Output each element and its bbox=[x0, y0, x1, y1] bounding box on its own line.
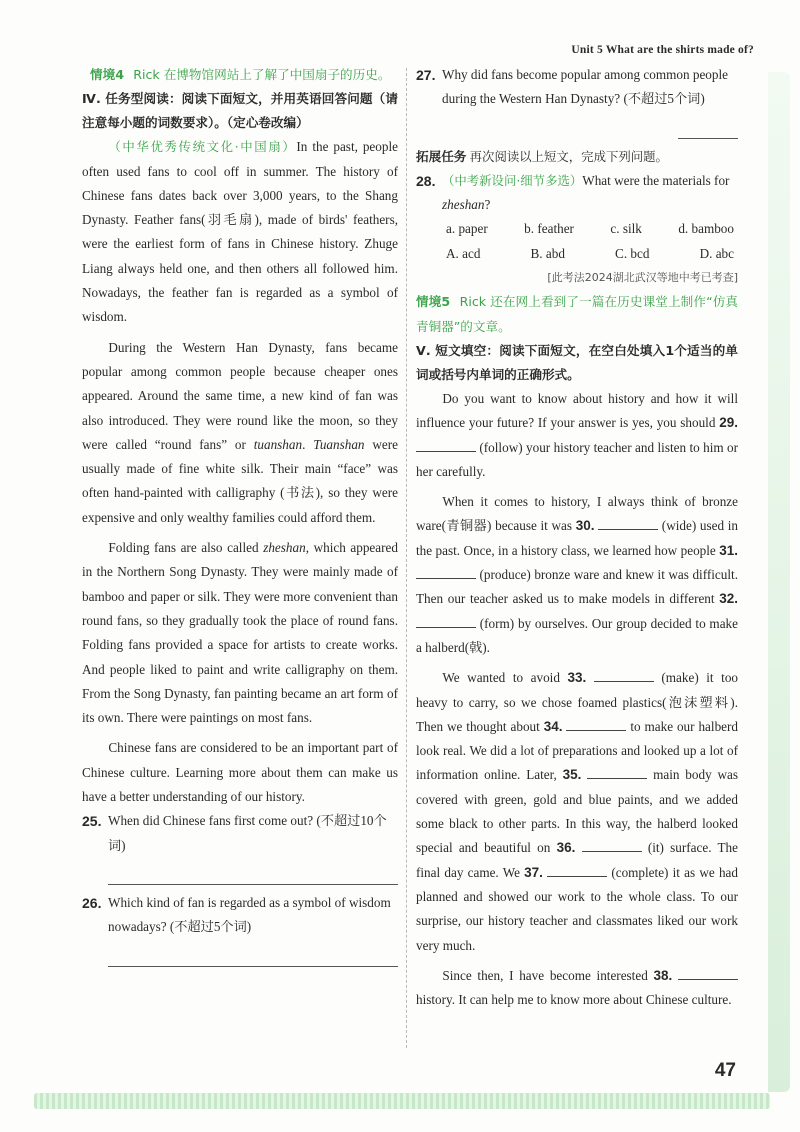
choice-B[interactable]: B. abd bbox=[530, 245, 565, 261]
passage-paragraph-2 bbox=[82, 336, 398, 530]
p2-tuanshan-2: Tuanshan bbox=[313, 436, 365, 452]
p2-c: were usually made of fine white silk. Their main “face” was often hand-painted with calligraphy (书法), so they were expensive and only wealthy families could afford them. bbox=[82, 436, 398, 525]
scene5-label: 情境5 bbox=[416, 294, 451, 310]
f1-a: Do you want to know about history and how it will influence your future? If your answer is yes, you should bbox=[416, 390, 738, 431]
f3-a: We wanted to avoid bbox=[442, 670, 568, 686]
q26-number: 26. bbox=[82, 894, 102, 911]
passage-paragraph-3 bbox=[82, 536, 398, 730]
f2-b: (wide) used in the past. Once, in a history class, we learned how people bbox=[416, 518, 738, 558]
footer-decoration-band bbox=[34, 1093, 770, 1109]
extension-text: 再次阅读以上短文，完成下列问题。 bbox=[469, 148, 668, 164]
page-edge-decoration bbox=[768, 72, 790, 1092]
q28-options-row-2 bbox=[416, 242, 738, 266]
blank-37[interactable] bbox=[547, 864, 607, 877]
blank-33[interactable] bbox=[594, 669, 654, 682]
option-b[interactable]: b. feather bbox=[524, 221, 574, 237]
q27-text: Why did fans become popular among common people during the Western Han Dynasty? (不超过5个词) bbox=[442, 67, 729, 107]
q28-text bbox=[442, 169, 738, 218]
blank-36-number: 36. bbox=[556, 840, 576, 856]
blank-38[interactable] bbox=[678, 967, 738, 980]
blank-30[interactable] bbox=[598, 517, 658, 530]
option-d[interactable]: d. bamboo bbox=[678, 221, 734, 237]
p1-text: In the past, people often used fans to cool off in summer. The history of Chinese fans dates back over 3,000 years, to the Shang Dynasty. Feather fans(羽毛扇), made of birds' feathers, were the earliest form of fans in Chinese history. Zhuge Liang always held one, and then others all followed him. Nowadays, the feather fan is regarded as a symbol of wisdom. bbox=[82, 139, 398, 325]
p2-b: . bbox=[302, 436, 314, 452]
extension-label: 拓展任务 bbox=[416, 148, 467, 164]
blank-34-number: 34. bbox=[543, 718, 563, 734]
page-number: 47 bbox=[714, 1060, 736, 1081]
choice-C[interactable]: C. bcd bbox=[615, 245, 650, 261]
f2-a: When it comes to history, I always think of bronze ware(青铜器) because it was bbox=[416, 494, 738, 534]
blank-29[interactable] bbox=[416, 439, 476, 452]
section5-title: Ⅴ. 短文填空：阅读下面短文，在空白处填入1个适当的单词或括号内单词的正确形式。 bbox=[416, 342, 738, 382]
left-column bbox=[82, 63, 398, 973]
q28-zheshan: zheshan bbox=[442, 197, 485, 213]
q28-a: What were the materials for bbox=[582, 172, 730, 188]
blank-34[interactable] bbox=[566, 718, 626, 731]
question-27 bbox=[416, 63, 738, 112]
f3-b: (make) it too heavy to carry, so we chose foamed plastics(泡沫塑料). Then we thought about bbox=[416, 670, 739, 734]
scene4 bbox=[82, 63, 398, 87]
q25-number: 25. bbox=[82, 813, 102, 830]
p3-zheshan: zheshan bbox=[263, 540, 306, 556]
cloze-paragraph-4 bbox=[416, 964, 738, 1013]
blank-32[interactable] bbox=[416, 615, 476, 628]
blank-33-number: 33. bbox=[567, 670, 587, 686]
blank-29-number: 29. bbox=[719, 415, 738, 431]
blank-37-number: 37. bbox=[524, 864, 543, 880]
f4-b: history. It can help me to know more about Chinese culture. bbox=[416, 992, 732, 1008]
scene5-text: Rick 还在网上看到了一篇在历史课堂上制作“仿真青铜器”的文章。 bbox=[416, 294, 739, 334]
section4-title: Ⅳ. 任务型阅读：阅读下面短文，并用英语回答问题（请注意每小题的词数要求）。（定心卷改编） bbox=[82, 91, 398, 131]
f3-f: (complete) it as we had planned and showed our work to the whole class. To our surprise, our history teacher and classmates liked our work very much. bbox=[416, 864, 738, 953]
blank-35[interactable] bbox=[587, 766, 647, 779]
passage-paragraph-1 bbox=[82, 135, 398, 329]
q28-b: ? bbox=[484, 197, 491, 213]
scene4-text: Rick 在博物馆网站上了解了中国扇子的历史。 bbox=[133, 67, 391, 82]
scene5 bbox=[416, 290, 738, 339]
q26-answer-line[interactable] bbox=[108, 946, 398, 967]
passage-tag: （中华优秀传统文化·中国扇） bbox=[108, 139, 297, 155]
extension-task bbox=[416, 145, 738, 169]
column-divider bbox=[406, 68, 407, 1048]
blank-35-number: 35. bbox=[562, 767, 582, 783]
choice-D[interactable]: D. abc bbox=[699, 245, 734, 261]
p2-a: During the Western Han Dynasty, fans became popular among common people because cheaper ones appeared. Around the same time, a new kind of fan was also introduced. They were round like the moon, so they were called “round fans” or bbox=[82, 339, 398, 452]
q28-number: 28. bbox=[416, 172, 436, 189]
f3-e: (it) surface. The final day came. We bbox=[416, 840, 738, 880]
f4-a: Since then, I have become interested bbox=[442, 967, 654, 983]
option-c[interactable]: c. silk bbox=[610, 221, 642, 237]
f1-b: (follow) your history teacher and listen to him or her carefully. bbox=[416, 439, 738, 479]
option-a[interactable]: a. paper bbox=[446, 221, 488, 237]
cloze-paragraph-2 bbox=[416, 490, 738, 660]
q25-text: When did Chinese fans first come out? (不超过10个词) bbox=[108, 813, 387, 853]
q27-number: 27. bbox=[416, 67, 436, 83]
passage-paragraph-4: Chinese fans are considered to be an important part of Chinese culture. Learning more about them can make us have a better understanding of our history. bbox=[82, 740, 398, 805]
blank-38-number: 38. bbox=[653, 967, 673, 983]
blank-36[interactable] bbox=[582, 839, 642, 852]
blank-32-number: 32. bbox=[719, 591, 738, 607]
right-column bbox=[416, 63, 738, 1012]
p3-a: Folding fans are also called bbox=[108, 540, 264, 556]
blank-30-number: 30. bbox=[575, 518, 595, 534]
blank-31-number: 31. bbox=[719, 542, 738, 558]
f2-d: (form) by ourselves. Our group decided to make a halberd(戟). bbox=[416, 615, 738, 655]
q27-answer-line[interactable] bbox=[678, 118, 738, 139]
scene4-label: 情境4 bbox=[90, 67, 124, 82]
q26-text: Which kind of fan is regarded as a symbol of wisdom nowadays? (不超过5个词) bbox=[108, 894, 391, 935]
q25-answer-line[interactable] bbox=[108, 864, 398, 885]
exam-source-note: [此考法2024湖北武汉等地中考已考查] bbox=[547, 271, 738, 285]
f3-d: main body was covered with green, gold and blue paints, and we added some black to other parts. In this way, the halberd looked special and beautiful on bbox=[416, 767, 739, 856]
question-25 bbox=[82, 809, 398, 858]
blank-31[interactable] bbox=[416, 566, 476, 579]
p3-b: , which appeared in the Northern Song Dynasty. They were mainly made of bamboo and paper or silk. They were more convenient than round fans, so they gradually took the place of round fans. Folding fans provided a space for artists to create works. And people liked to paint and write calligraphy on them. From the Song Dynasty, fan painting became an art form of its own. There were paintings on most fans. bbox=[82, 540, 398, 726]
q28-options-row-1 bbox=[416, 217, 738, 241]
p2-tuanshan: tuanshan bbox=[253, 436, 303, 452]
q28-tag: （中考新设问·细节多选） bbox=[442, 172, 583, 188]
unit-header: Unit 5 What are the shirts made of? bbox=[571, 44, 754, 56]
question-26 bbox=[82, 891, 398, 940]
f3-c: to make our halberd look real. We did a lot of preparations and looked up a lot of information online. Later, bbox=[416, 718, 738, 783]
cloze-paragraph-1 bbox=[416, 387, 738, 484]
cloze-paragraph-3 bbox=[416, 666, 738, 958]
choice-A[interactable]: A. acd bbox=[446, 245, 481, 261]
f2-c: (produce) bronze ware and knew it was difficult. Then our teacher asked us to make models in different bbox=[416, 567, 738, 607]
question-28 bbox=[416, 169, 738, 218]
